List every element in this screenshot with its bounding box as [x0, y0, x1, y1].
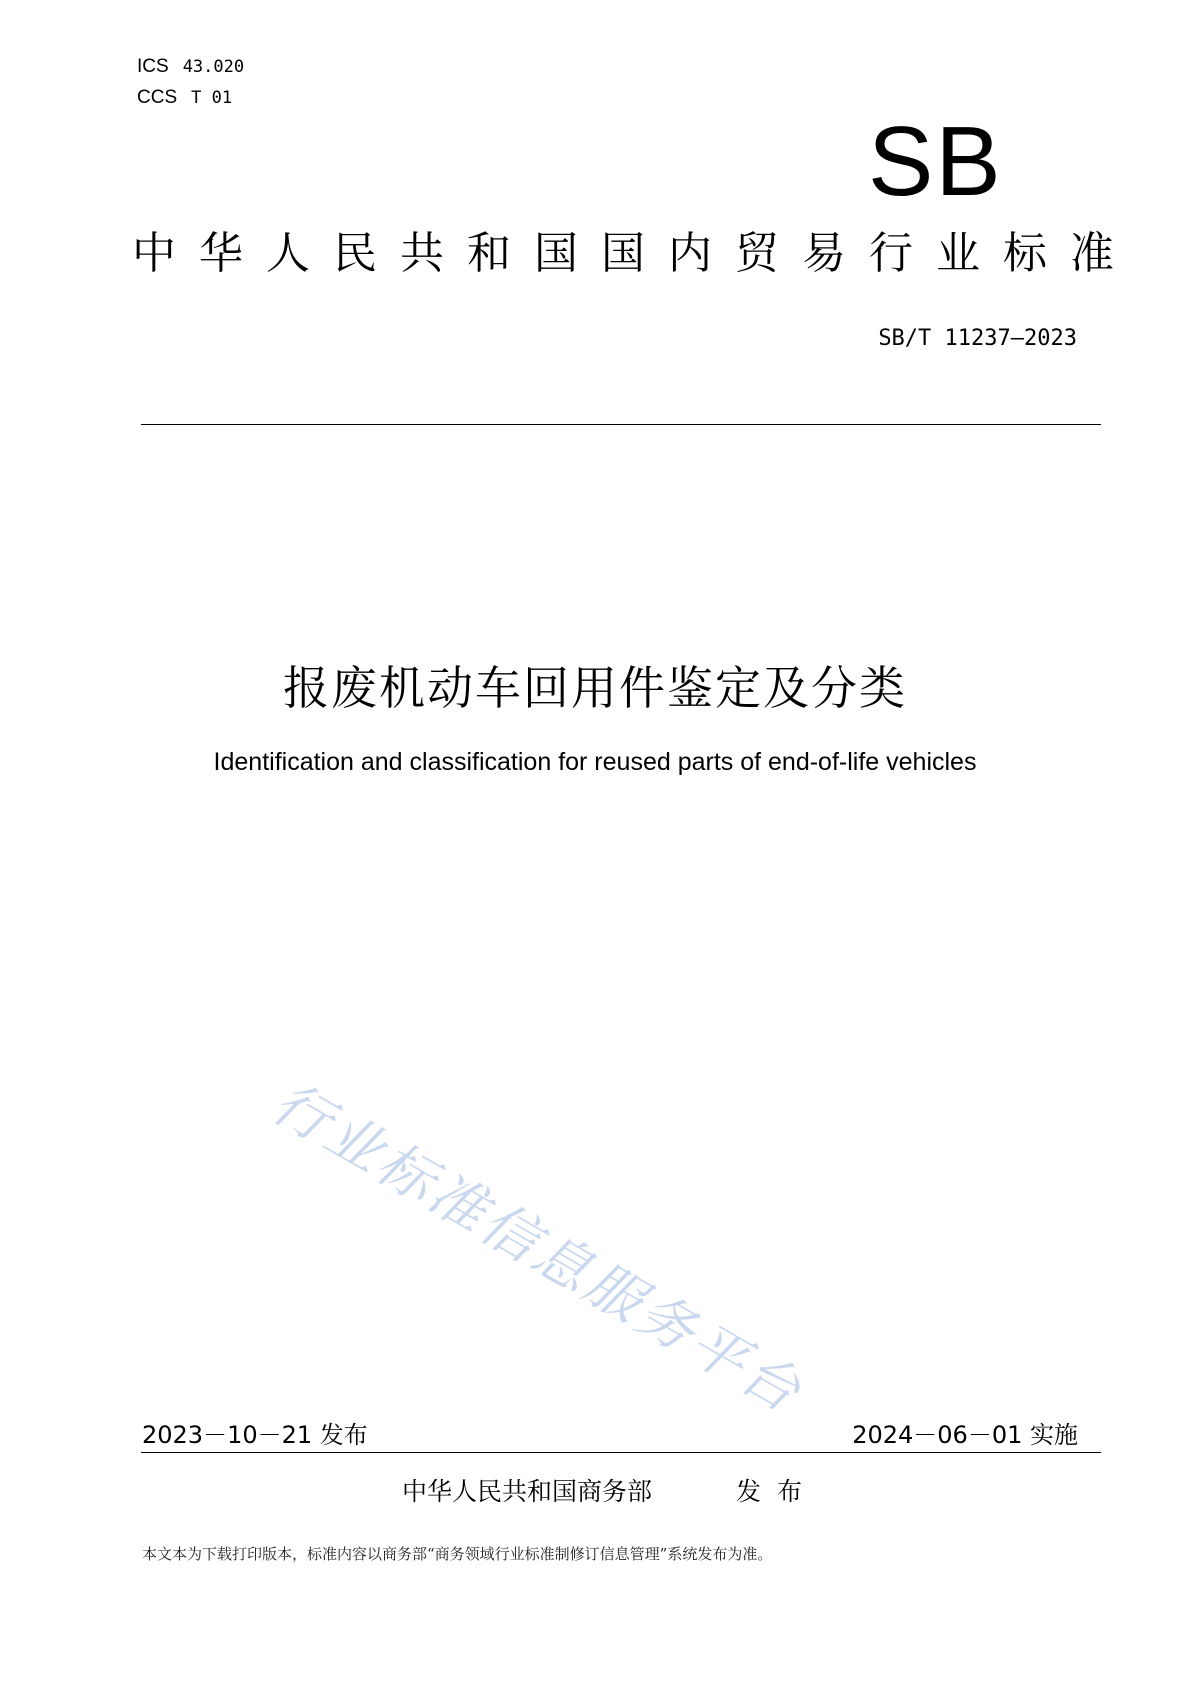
- standard-number: SB/T 11237—2023: [878, 326, 1077, 351]
- issue-label: 发布: [736, 1477, 819, 1506]
- footer-divider: [141, 1452, 1101, 1453]
- implementation-date: 2024－06－01 实施: [852, 1421, 1078, 1449]
- ics-value: 43.020: [182, 57, 245, 77]
- document-title-zh: 报废机动车回用件鉴定及分类: [283, 661, 907, 715]
- sb-logo: SB: [868, 106, 1003, 216]
- ccs-line: [137, 87, 232, 109]
- issue-date: 2023－10－21 发布: [142, 1421, 368, 1449]
- download-footnote: 本文本为下载打印版本，标准内容以商务部“商务领域行业标准制修订信息管理”系统发布为准。: [142, 1545, 773, 1563]
- watermark-text: 行业标准信息服务平台: [261, 1070, 814, 1427]
- ics-line: [137, 56, 244, 78]
- ccs-value: T 01: [191, 88, 233, 108]
- document-title-en: Identification and classification for reused parts of end-of-life vehicles: [213, 748, 977, 776]
- header-divider: [141, 424, 1101, 425]
- issuing-authority: 中华人民共和国商务部: [402, 1477, 653, 1506]
- ics-label: ICS: [137, 56, 169, 77]
- ccs-label: CCS: [137, 87, 178, 108]
- standard-category-title: 中华人民共和国国内贸易行业标准: [132, 228, 1137, 279]
